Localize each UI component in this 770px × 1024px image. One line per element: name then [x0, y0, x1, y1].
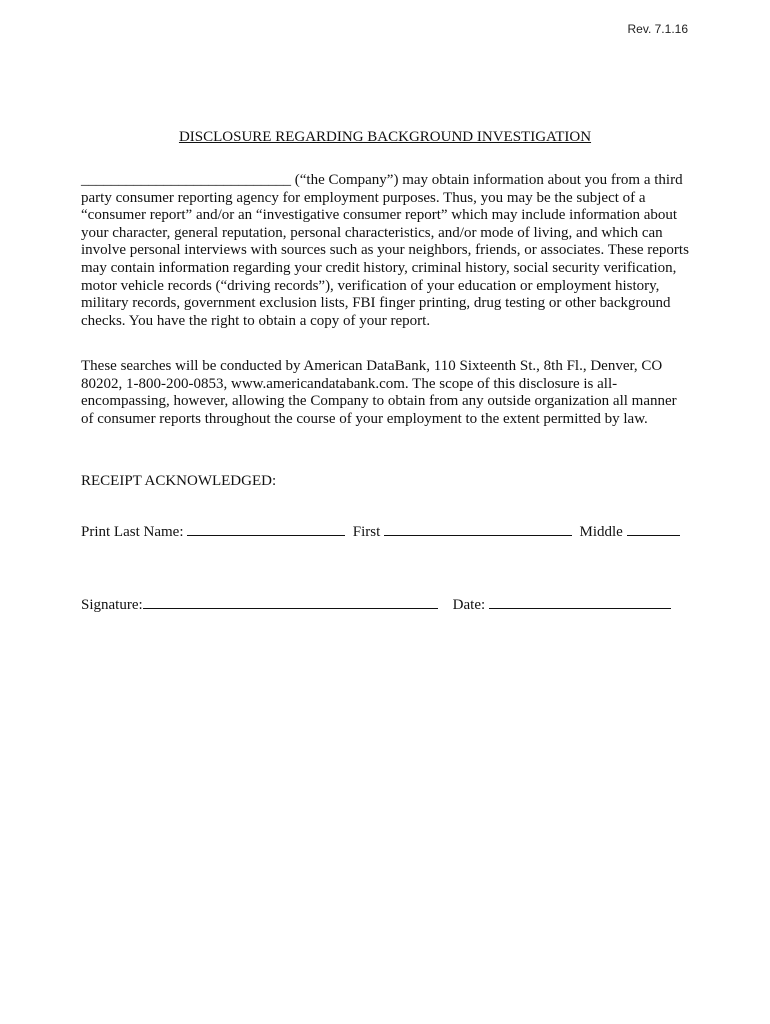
middle-name-label: Middle: [579, 524, 623, 540]
last-name-field[interactable]: [187, 521, 345, 536]
signature-label: Signature:: [81, 597, 143, 613]
page-title: DISCLOSURE REGARDING BACKGROUND INVESTIGATION: [178, 129, 592, 145]
signature-line: [81, 594, 671, 614]
first-name-field[interactable]: [384, 521, 572, 536]
company-name-blank[interactable]: ____________________________: [81, 172, 291, 188]
middle-name-field[interactable]: [627, 521, 680, 536]
name-line: [81, 521, 680, 541]
signature-field[interactable]: [143, 594, 438, 609]
revision-label: Rev. 7.1.16: [627, 22, 688, 36]
disclosure-paragraph-1-text: (“the Company”) may obtain information about you from a third party consumer reporting agency for employment purposes. Thus, you may be the subject of a “consumer report” and/or an “investigative consumer report” which may include information about your character, general reputation, personal characteristics, and/or mode of living, and which can involve personal interviews with sources such as your neighbors, friends, or associates. These reports may contain information regarding your credit history, criminal history, social security verification, motor vehicle records (“driving records”), verification of your education or employment history, military records, government exclusion lists, FBI finger printing, drug testing or other background checks. You have the right to obtain a copy of your report.: [81, 172, 689, 329]
date-label: Date:: [452, 597, 486, 613]
date-field[interactable]: [489, 594, 671, 609]
disclosure-paragraph-1: [81, 172, 691, 330]
receipt-heading: RECEIPT ACKNOWLEDGED:: [81, 473, 277, 489]
disclosure-paragraph-2: These searches will be conducted by American DataBank, 110 Sixteenth St., 8th Fl., Denver, CO 80202, 1-800-200-0853, www.americandatabank.com. The scope of this disclosure is all-encompassing, however, allowing the Company to obtain from any outside organization all manner of consumer reports throughout the course of your employment to the extent permitted by law.: [81, 358, 677, 427]
first-name-label: First: [352, 524, 381, 540]
last-name-label: Print Last Name:: [81, 524, 184, 540]
